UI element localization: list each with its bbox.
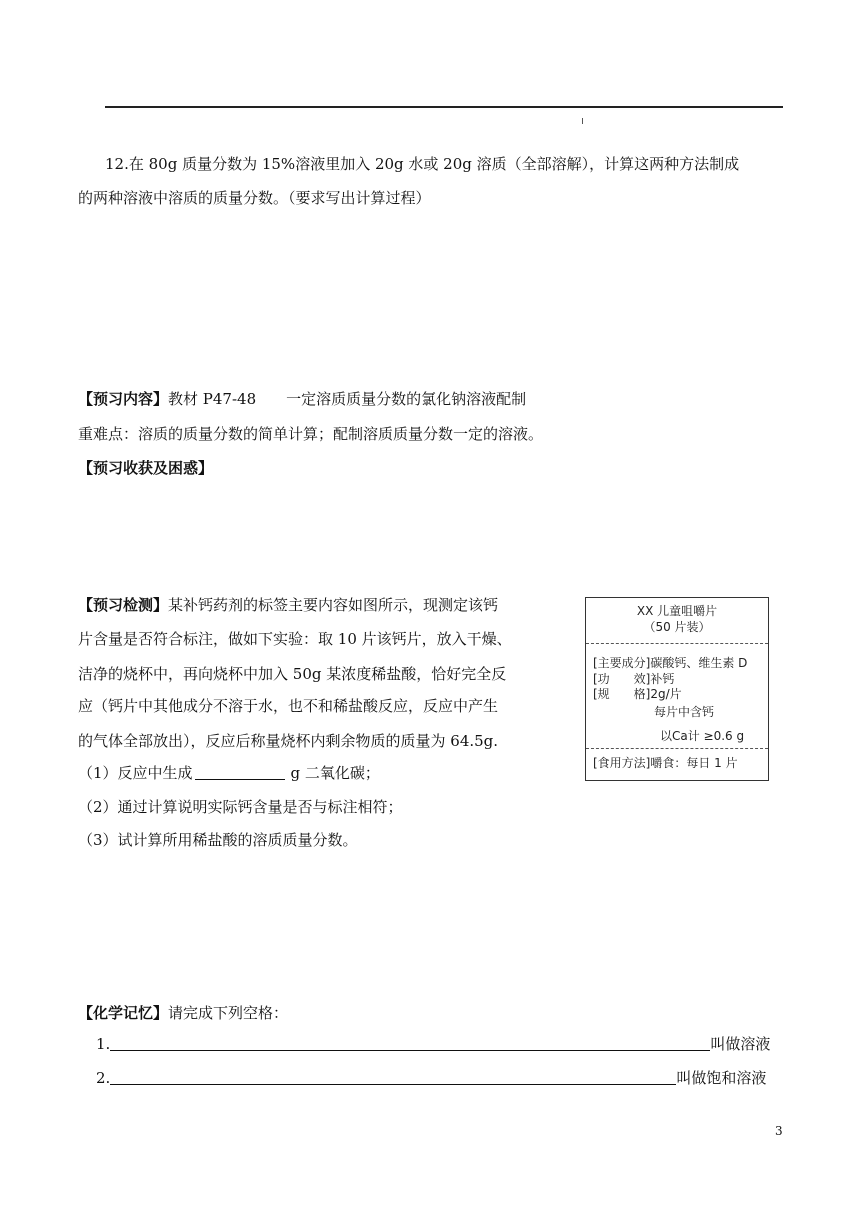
label-title: XX 儿童咀嚼片 bbox=[636, 604, 718, 618]
label-effect: [功 效]补钙 bbox=[593, 672, 675, 686]
label-calcium-content: 以Ca计 ≥0.6 g bbox=[660, 729, 745, 743]
memory-text: 请完成下列空格： bbox=[168, 1004, 289, 1022]
check-question-1 bbox=[78, 763, 380, 783]
check-line-5: 的气体全部放出），反应后称量烧杯内剩余物质的质量为 64.5g. bbox=[78, 732, 499, 750]
check-line-1 bbox=[78, 595, 498, 615]
memory-item-2-suffix: 叫做饱和溶液 bbox=[676, 1069, 767, 1087]
check-line-3: 洁净的烧杯中，再向烧杯中加入 50g 某浓度稀盐酸，恰好完全反 bbox=[78, 665, 507, 683]
q12-line-2: 的两种溶液中溶质的质量分数。（要求写出计算过程） bbox=[78, 189, 431, 207]
label-spec: [规 格]2g/片 bbox=[593, 687, 682, 701]
preview-content-tag: 【预习内容】 bbox=[78, 390, 169, 408]
answer-blank-co2[interactable] bbox=[195, 765, 285, 780]
check-q1-prefix: （1）反应中生成 bbox=[78, 764, 193, 782]
memory-item-2-blank[interactable] bbox=[110, 1070, 676, 1085]
check-line-2: 片含量是否符合标注，做如下实验：取 10 片该钙片，放入干燥、 bbox=[78, 630, 512, 648]
label-divider-top bbox=[586, 643, 768, 644]
memory-item-1-suffix: 叫做溶液 bbox=[710, 1035, 771, 1053]
header-rule bbox=[105, 106, 783, 108]
memory-item-2 bbox=[96, 1068, 766, 1088]
label-per-tablet: 每片中含钙 bbox=[654, 705, 715, 719]
check-question-2: （2）通过计算说明实际钙含量是否与标注相符； bbox=[78, 798, 403, 816]
label-subtitle: （50 片装） bbox=[643, 620, 711, 634]
check-q1-suffix: g 二氧化碳； bbox=[290, 764, 380, 782]
label-ingredients: [主要成分]碳酸钙、维生素 D bbox=[593, 656, 748, 670]
preview-content bbox=[78, 389, 526, 409]
check-tag: 【预习检测】 bbox=[78, 596, 169, 614]
supplement-label-figure bbox=[585, 597, 769, 781]
memory-item-1 bbox=[96, 1034, 770, 1054]
memory-tag: 【化学记忆】 bbox=[78, 1004, 169, 1022]
q12-line-1: 12.在 80g 质量分数为 15%溶液里加入 20g 水或 20g 溶质（全部溶解），计算这两种方法制成 bbox=[105, 155, 740, 173]
check-line-4: 应（钙片中其他成分不溶于水，也不和稀盐酸反应，反应中产生 bbox=[78, 697, 499, 715]
memory-item-1-number: 1. bbox=[96, 1035, 111, 1053]
header-tick-mark bbox=[582, 118, 583, 124]
label-usage: [食用方法]嚼食：每日 1 片 bbox=[593, 756, 738, 770]
memory-item-2-number: 2. bbox=[96, 1069, 111, 1087]
preview-gain-heading: 【预习收获及困惑】 bbox=[78, 459, 214, 477]
preview-key-points: 重难点：溶质的质量分数的简单计算；配制溶质质量分数一定的溶液。 bbox=[78, 425, 544, 443]
check-line-1-text: 某补钙药剂的标签主要内容如图所示，现测定该钙 bbox=[168, 596, 499, 614]
label-divider-bottom bbox=[586, 748, 768, 749]
preview-content-text: 教材 P47-48 一定溶质质量分数的氯化钠溶液配制 bbox=[168, 390, 527, 408]
page-number: 3 bbox=[775, 1124, 783, 1138]
check-question-3: （3）试计算所用稀盐酸的溶质质量分数。 bbox=[78, 831, 358, 849]
memory-heading bbox=[78, 1003, 288, 1023]
memory-item-1-blank[interactable] bbox=[110, 1036, 710, 1051]
